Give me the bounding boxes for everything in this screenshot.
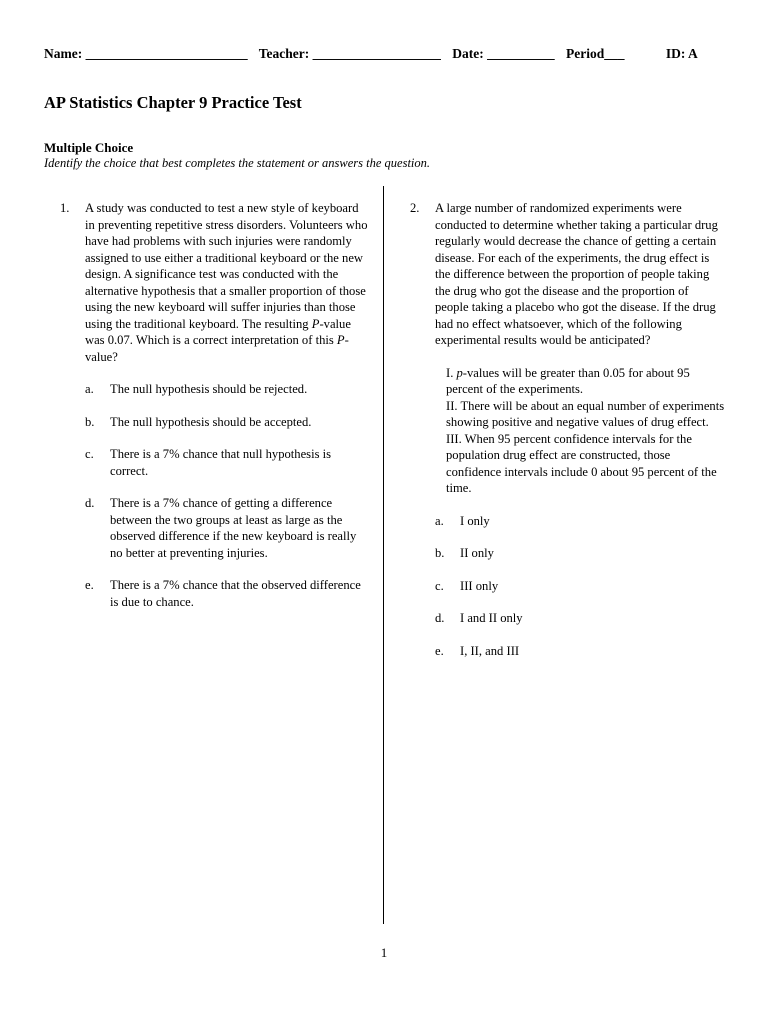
answer-choices bbox=[410, 513, 725, 660]
worksheet-header bbox=[44, 46, 734, 62]
statement-ii: II. There will be about an equal number of experiments showing positive and negative values of drug effect. bbox=[446, 398, 725, 429]
answer-choice[interactable] bbox=[85, 446, 370, 479]
choice-text: II only bbox=[460, 546, 494, 560]
choice-letter: b. bbox=[435, 546, 445, 560]
choice-text: I and II only bbox=[460, 611, 523, 625]
statement-i: I. p-values will be greater than 0.05 for about 95 percent of the experiments. bbox=[446, 365, 690, 396]
date-field-label: Date: __________ bbox=[452, 46, 555, 61]
question-number: 1. bbox=[60, 201, 70, 215]
answer-choice[interactable] bbox=[435, 610, 725, 627]
choice-text: III only bbox=[460, 578, 499, 593]
choice-text: The null hypothesis should be accepted. bbox=[110, 414, 312, 429]
answer-choice[interactable] bbox=[85, 495, 370, 561]
answer-choice[interactable] bbox=[85, 414, 370, 431]
page-number: 1 bbox=[380, 945, 388, 960]
choice-text: There is a 7% chance that null hypothesis is correct. bbox=[110, 447, 332, 478]
question-2 bbox=[410, 200, 725, 675]
answer-choice[interactable] bbox=[85, 577, 370, 610]
choice-text: There is a 7% chance of getting a difference between the two groups at least as large as the observed difference if the new keyboard is really no better at preventing injuries. bbox=[110, 496, 357, 560]
name-field-label: Name: ________________________ bbox=[44, 46, 248, 61]
choice-letter: c. bbox=[85, 447, 94, 461]
answer-choice[interactable] bbox=[435, 578, 725, 595]
choice-letter: a. bbox=[85, 382, 94, 396]
question-1 bbox=[60, 200, 370, 626]
choice-letter: d. bbox=[85, 496, 95, 510]
choice-letter: c. bbox=[435, 578, 444, 593]
page-title: AP Statistics Chapter 9 Practice Test bbox=[44, 93, 302, 112]
answer-choice[interactable] bbox=[85, 381, 370, 398]
roman-statements bbox=[446, 365, 725, 497]
section-instructions: Identify the choice that best completes the statement or answers the question. bbox=[44, 156, 431, 170]
question-text: A study was conducted to test a new style of keyboard in preventing repetitive stress disorders. Volunteers who have had problems with such injuries were randomly assigned to use either a traditional keyboard or the new design. A significance test was conducted with the alternative hypothesis that a smaller proportion of those using the new keyboard will suffer injuries than those using the traditional keyboard. The resulting P-value was 0.07. Which is a correct interpretation of this P-value? bbox=[85, 201, 368, 364]
choice-letter: a. bbox=[435, 513, 444, 528]
period-field-label: Period___ bbox=[565, 46, 625, 61]
answer-choice[interactable] bbox=[435, 545, 725, 562]
column-divider bbox=[383, 186, 384, 924]
choice-letter: b. bbox=[85, 414, 95, 429]
choice-text: I, II, and III bbox=[460, 643, 520, 658]
choice-text: I only bbox=[460, 513, 490, 528]
answer-choices bbox=[60, 381, 370, 610]
choice-text: There is a 7% chance that the observed difference is due to chance. bbox=[110, 578, 361, 609]
question-number: 2. bbox=[410, 201, 420, 215]
choice-letter: e. bbox=[435, 643, 444, 658]
statement-iii: III. When 95 percent confidence intervals for the population drug effect are constructed, those confidence intervals include 0 about 95 percent of the time. bbox=[446, 431, 717, 495]
question-text: A large number of randomized experiments were conducted to determine whether taking a particular drug regularly would decrease the chance of getting a certain disease. For each of the experiments, the drug effect is the difference between the proportion of people taking the drug who got the disease and the proportion of people taking a placebo who got the disease. If the drug had no effect whatsoever, which of the following experimental results would be anticipated? bbox=[435, 201, 718, 347]
id-label: ID: A bbox=[665, 46, 698, 61]
choice-letter: e. bbox=[85, 578, 94, 592]
section-heading: Multiple Choice bbox=[44, 140, 134, 155]
choice-letter: d. bbox=[435, 611, 445, 625]
choice-text: The null hypothesis should be rejected. bbox=[110, 382, 308, 396]
answer-choice[interactable] bbox=[435, 643, 725, 660]
teacher-field-label: Teacher: ___________________ bbox=[258, 46, 441, 61]
answer-choice[interactable] bbox=[435, 513, 725, 530]
